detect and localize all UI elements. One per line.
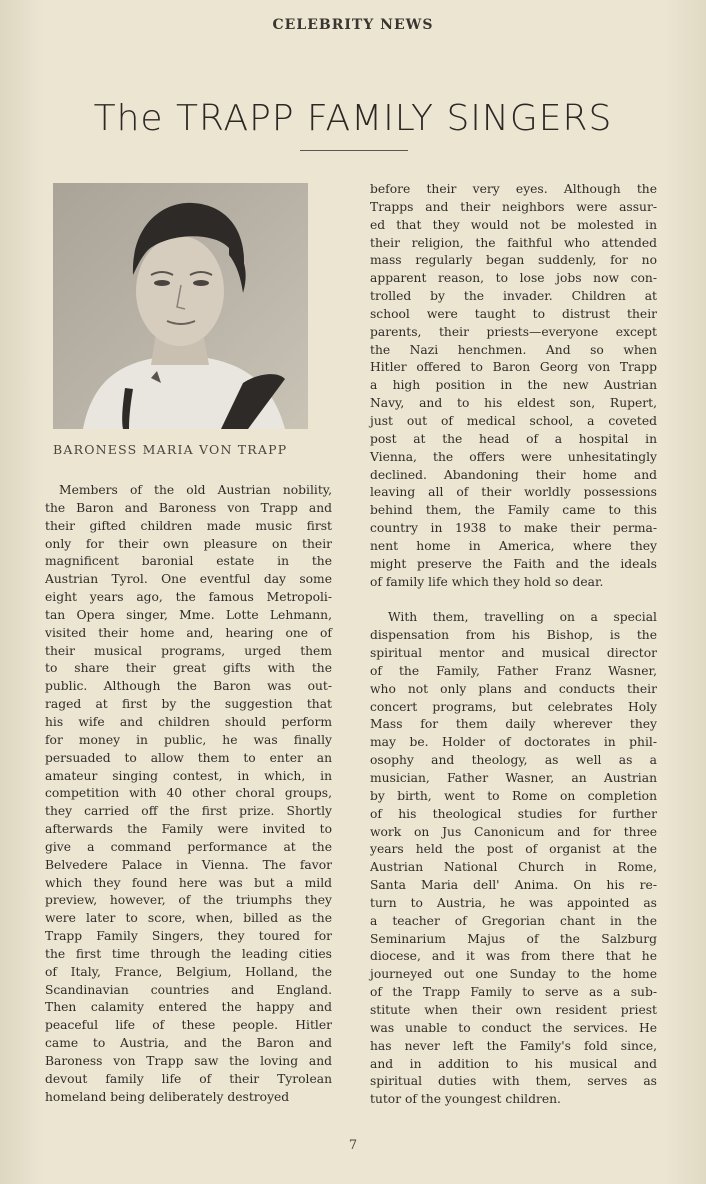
text-line: a high position in the new Austrian: [370, 378, 657, 393]
text-line: With them, travelling on a special: [388, 610, 657, 625]
text-line: Trapps and their neighbors were assur-: [370, 199, 657, 214]
text-line: behind them, the Family came to this: [370, 503, 657, 518]
text-line: Vienna, the offers were unhesitatingly: [370, 449, 657, 464]
text-line: Baroness von Trapp saw the loving and: [45, 1054, 332, 1068]
text-line: of the Trapp Family to serve as a sub-: [370, 985, 657, 1000]
text-line: years held the post of organist at the: [370, 842, 657, 857]
text-line: was unable to conduct the services. He: [370, 1020, 657, 1035]
text-line: nent home in America, where they: [370, 538, 657, 553]
text-line: magnificent baronial estate in the: [45, 554, 332, 569]
text-line: has never left the Family's fold since,: [370, 1038, 657, 1053]
portrait-photo: [53, 183, 308, 429]
text-line: Belvedere Palace in Vienna. The favor: [45, 857, 332, 872]
text-line: public. Although the Baron was out-: [45, 679, 332, 694]
article-title: The TRAPP FAMILY SINGERS: [93, 98, 613, 139]
text-line: raged at first by the suggestion that: [45, 697, 332, 712]
text-line: apparent reason, to lose jobs now con-: [370, 271, 657, 286]
title-underline: [300, 150, 408, 151]
text-line: their musical programs, urged them: [45, 643, 332, 658]
text-line: their gifted children made music first: [45, 518, 332, 533]
text-line: Then calamity entered the happy and: [45, 1000, 332, 1015]
text-line: trolled by the invader. Children at: [370, 289, 657, 304]
text-line: before their very eyes. Although the: [370, 182, 657, 196]
text-line: ed that they would not be molested in: [370, 217, 657, 232]
text-line: peaceful life of these people. Hitler: [45, 1018, 332, 1033]
text-line: may be. Holder of doctorates in phil-: [370, 735, 657, 750]
left-column: [45, 482, 332, 1107]
text-line: eight years ago, the famous Metropoli-: [45, 590, 332, 605]
text-line: devout family life of their Tyrolean: [45, 1071, 332, 1086]
text-line: came to Austria, and the Baron and: [45, 1036, 332, 1051]
text-line: musician, Father Wasner, an Austrian: [370, 771, 657, 785]
text-line: competition with 40 other choral groups,: [45, 786, 332, 801]
text-line: his wife and children should perform: [45, 714, 332, 729]
text-line: by birth, went to Rome on completion: [370, 788, 657, 803]
paragraph-gap: [370, 591, 657, 609]
text-line: of family life which they hold so dear.: [370, 574, 604, 589]
text-line: give a command performance at the: [45, 839, 332, 854]
text-line: Santa Maria dell' Anima. On his re-: [370, 878, 657, 893]
text-line: and in addition to his musical and: [370, 1056, 657, 1071]
text-line: visited their home and, hearing one of: [45, 625, 332, 640]
text-line: turn to Austria, he was appointed as: [370, 895, 657, 910]
text-line: Hitler offered to Baron Georg von Trapp: [370, 360, 657, 375]
text-line: Navy, and to his eldest son, Rupert,: [370, 396, 657, 411]
portrait-image: [53, 183, 308, 429]
text-line: who not only plans and conducts their: [370, 681, 657, 696]
text-line: country in 1938 to make their perma-: [370, 521, 657, 536]
text-line: of his theological studies for further: [370, 806, 657, 821]
text-line: Members of the old Austrian nobility,: [59, 483, 332, 497]
text-line: dispensation from his Bishop, is the: [370, 628, 657, 643]
text-line: were later to score, when, billed as the: [45, 911, 332, 926]
text-line: might preserve the Faith and the ideals: [370, 556, 657, 571]
text-line: diocese, and it was from there that he: [370, 949, 657, 964]
text-line: a teacher of Gregorian chant in the: [370, 913, 657, 928]
text-line: the Baron and Baroness von Trapp and: [45, 500, 332, 515]
text-line: only for their own pleasure on their: [45, 536, 332, 551]
photo-caption: BARONESS MARIA VON TRAPP: [53, 442, 288, 457]
text-line: afterwards the Family were invited to: [45, 822, 332, 837]
text-line: declined. Abandoning their home and: [370, 467, 657, 482]
text-line: of Italy, France, Belgium, Holland, the: [45, 964, 332, 979]
page-number: 7: [348, 1138, 358, 1153]
text-line: they carried off the first prize. Shortly: [45, 804, 332, 819]
text-line: Austrian National Church in Rome,: [370, 860, 657, 875]
text-line: of the Family, Father Franz Wasner,: [370, 663, 657, 678]
text-line: spiritual duties with them, serves as: [370, 1074, 657, 1089]
text-line: the first time through the leading cities: [45, 946, 332, 961]
text-line: Trapp Family Singers, they toured for: [45, 929, 332, 944]
text-line: preview, however, of the triumphs they: [45, 893, 332, 908]
text-line: which they found here was but a mild: [45, 875, 332, 890]
text-line: tan Opera singer, Mme. Lotte Lehmann,: [45, 607, 332, 622]
text-line: stitute when their own resident priest: [370, 1002, 657, 1017]
text-line: parents, their priests—everyone except: [370, 324, 657, 339]
text-line: homeland being deliberately destroyed: [45, 1089, 290, 1104]
text-line: Mass for them daily wherever they: [370, 717, 657, 732]
text-line: persuaded to allow them to enter an: [45, 750, 332, 765]
text-line: Austrian Tyrol. One eventful day some: [45, 572, 332, 587]
text-line: Seminarium Majus of the Salzburg: [370, 931, 657, 946]
section-header: CELEBRITY NEWS: [272, 17, 434, 33]
text-line: Scandinavian countries and England.: [45, 982, 332, 997]
text-line: school were taught to distrust their: [370, 306, 657, 321]
right-column: [370, 181, 657, 1109]
text-line: to share their great gifts with the: [45, 661, 332, 676]
text-line: journeyed out one Sunday to the home: [370, 967, 657, 982]
text-line: just out of medical school, a coveted: [370, 413, 657, 428]
text-line: the Nazi henchmen. And so when: [370, 342, 657, 357]
text-line: their religion, the faithful who attended: [370, 235, 657, 250]
text-line: post at the head of a hospital in: [370, 431, 657, 446]
text-line: concert programs, but celebrates Holy: [370, 699, 657, 714]
text-line: for money in public, he was finally: [45, 732, 332, 747]
text-line: amateur singing contest, in which, in: [45, 768, 332, 783]
text-line: osophy and theology, as well as a: [370, 753, 657, 768]
right-paragraph-1: [370, 181, 657, 591]
text-line: spiritual mentor and musical director: [370, 646, 657, 661]
text-line: tutor of the youngest children.: [370, 1092, 561, 1107]
right-paragraph-2: [370, 609, 657, 1109]
text-line: mass regularly began suddenly, for no: [370, 253, 657, 268]
text-line: work on Jus Canonicum and for three: [370, 824, 657, 839]
text-line: leaving all of their worldly possessions: [370, 485, 657, 500]
